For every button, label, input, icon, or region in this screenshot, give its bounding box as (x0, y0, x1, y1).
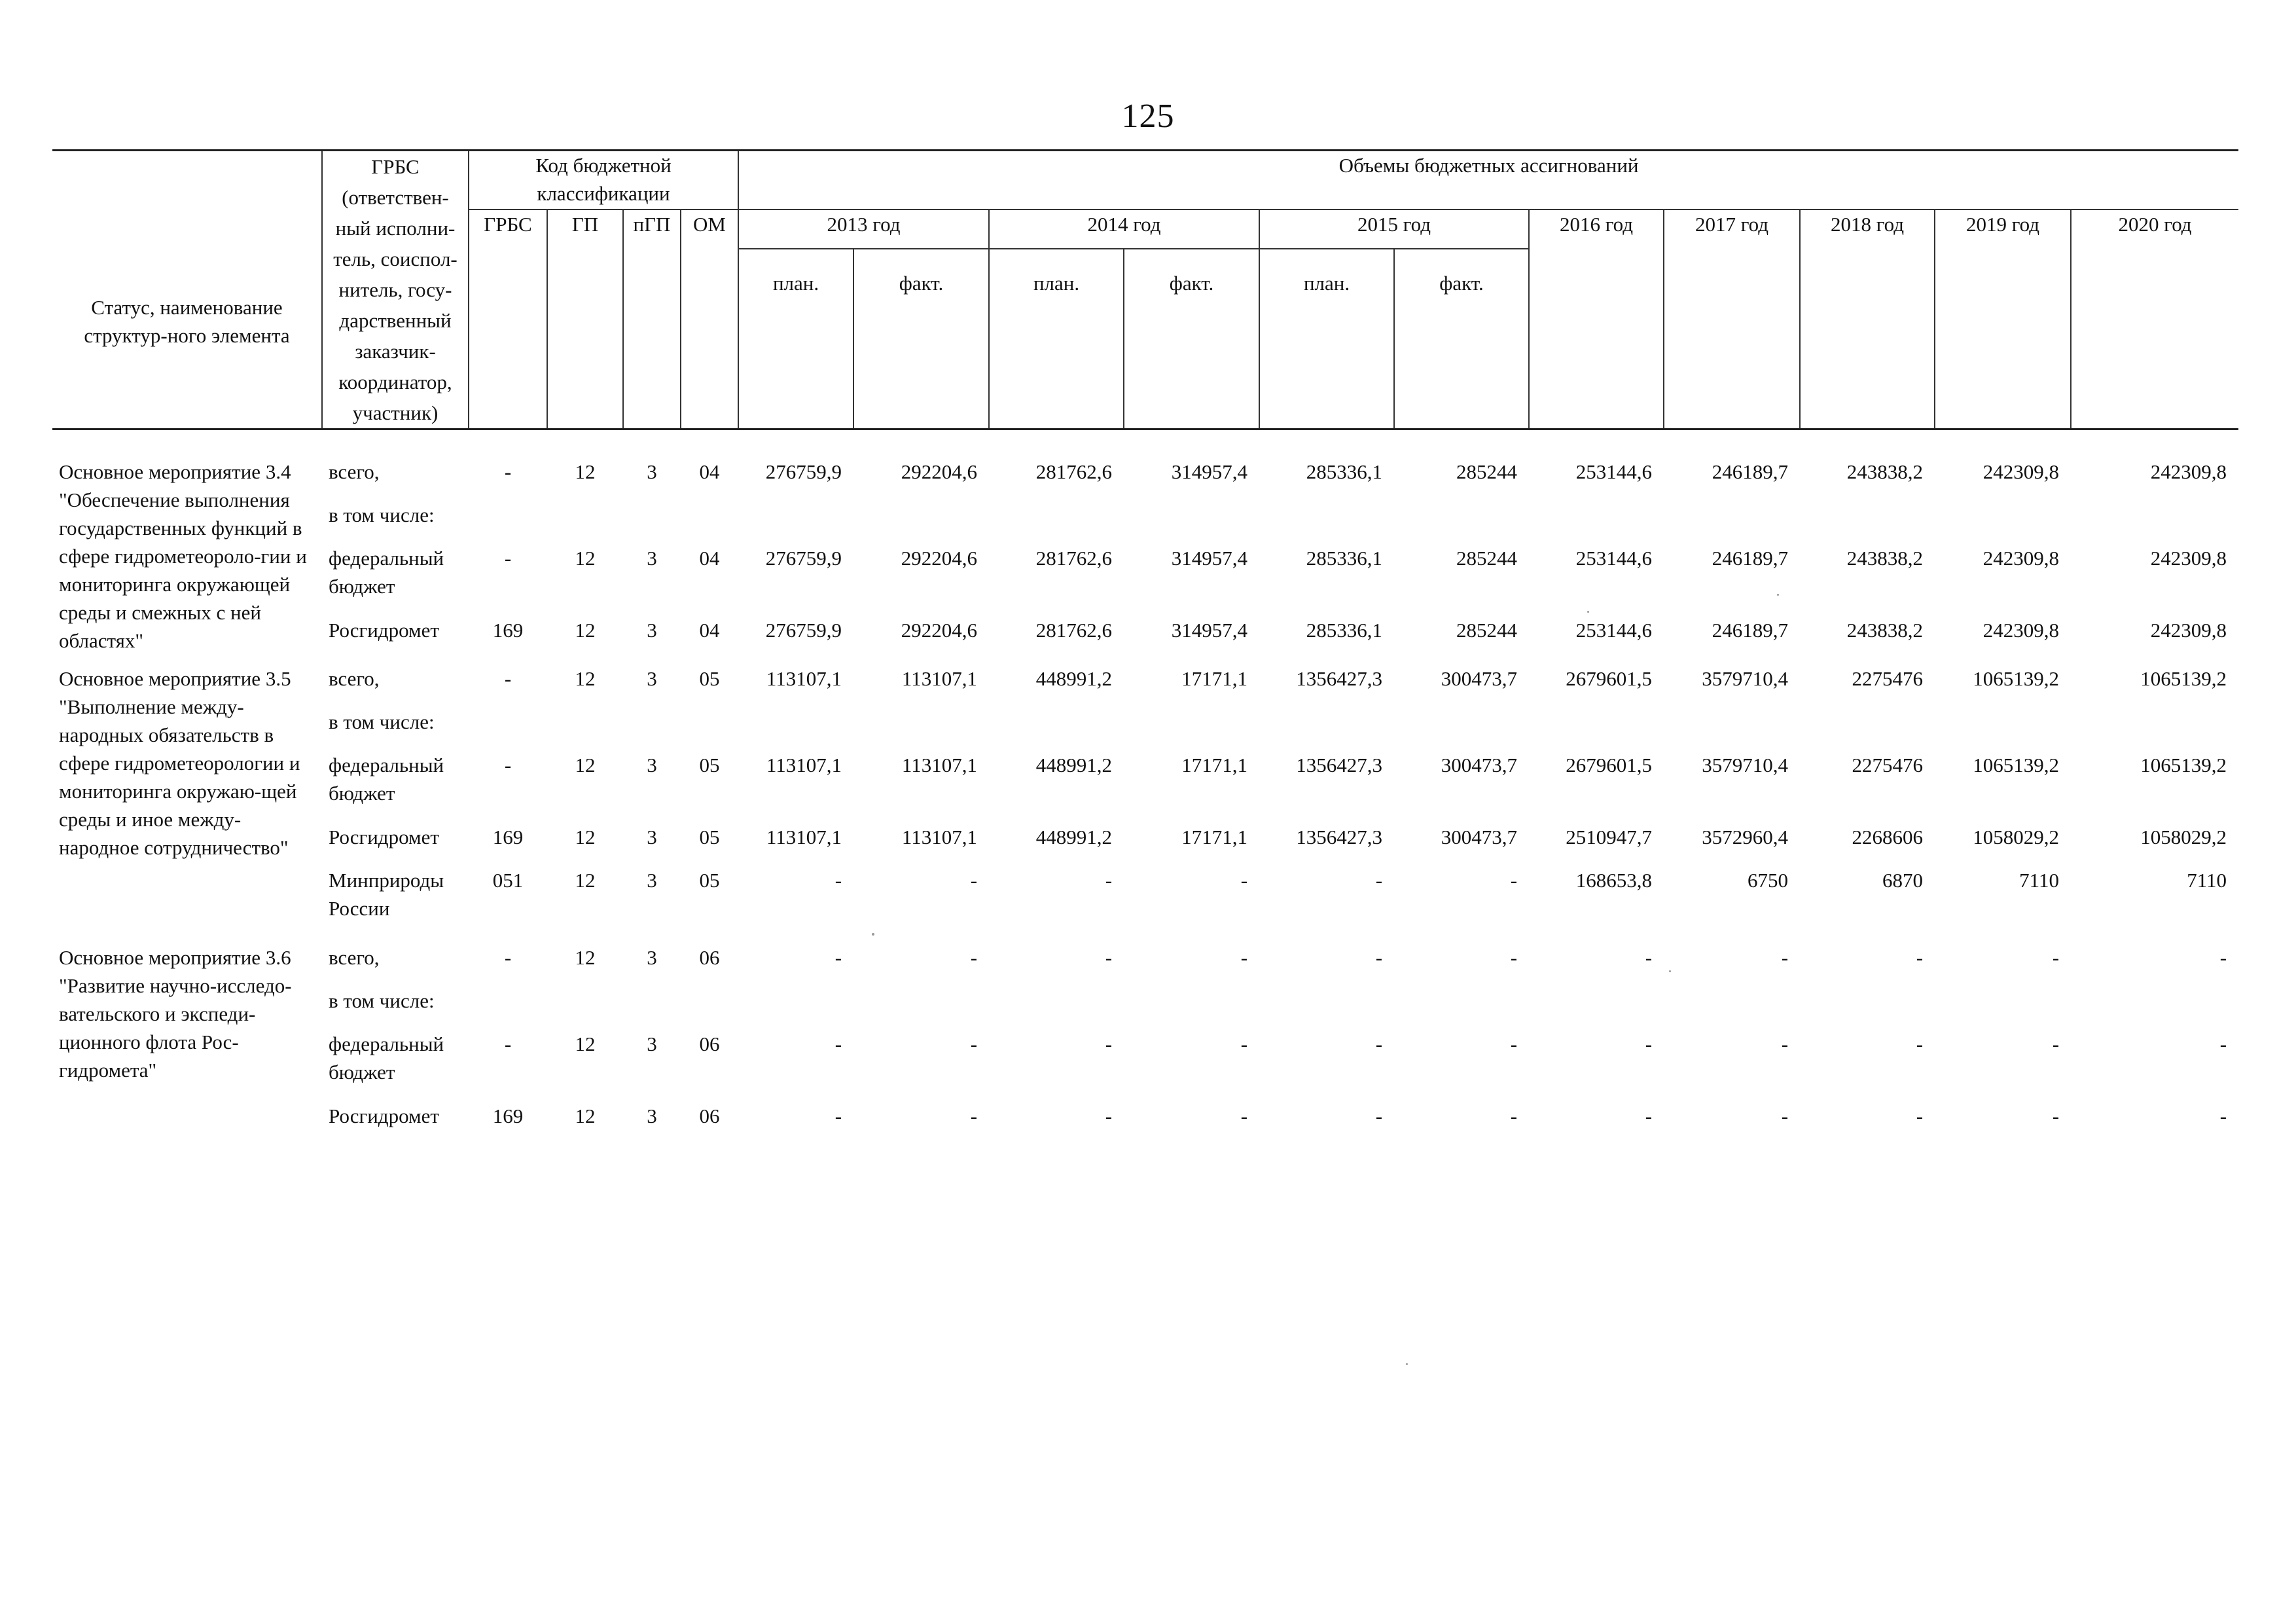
value-cell: - (1645, 946, 1653, 969)
value-cell: 281762,6 (1035, 619, 1113, 642)
value-cell: - (1375, 869, 1383, 892)
value-cell: 168653,8 (1575, 869, 1653, 892)
value-cell: - (1105, 946, 1113, 969)
grbs-code-cell: - (504, 946, 512, 969)
value-cell: - (2219, 946, 2227, 969)
code-group-header: Код бюджетной классификации (469, 151, 738, 210)
table-row (52, 1102, 2238, 1145)
pgp-code-cell: 3 (647, 547, 657, 570)
grbs-code-cell: 169 (492, 619, 524, 642)
year-2015-header: 2015 год (1259, 210, 1529, 249)
value-cell: - (1105, 1032, 1113, 1055)
om-code-cell: 04 (699, 619, 720, 642)
value-cell: 7110 (2187, 869, 2227, 892)
value-cell: - (1916, 946, 1924, 969)
value-cell: 2275476 (1852, 754, 1924, 776)
value-cell: - (2052, 1104, 2060, 1127)
value-cell: - (1781, 1032, 1789, 1055)
value-cell: - (834, 869, 842, 892)
plan-2015-header: план. (1259, 249, 1394, 428)
code-col-gp: ГП (547, 210, 623, 429)
code-col-om: ОМ (681, 210, 738, 429)
value-cell: 113107,1 (901, 826, 978, 848)
value-cell: 246189,7 (1712, 619, 1789, 642)
value-cell: 1058029,2 (1973, 826, 2060, 848)
value-cell: 285336,1 (1306, 460, 1383, 483)
scan-speck (1587, 611, 1589, 613)
gp-code-cell: 12 (575, 946, 596, 969)
value-cell: - (970, 869, 978, 892)
table-row (52, 987, 2238, 1030)
value-cell: 1356427,3 (1296, 667, 1383, 690)
status-cell: Основное мероприятие 3.6 "Развитие научно-исследо-вательского и экспеди-ционного флота Рос-гидромета" (59, 946, 292, 1082)
value-cell: - (1781, 946, 1789, 969)
category-cell: федеральный бюджет (329, 547, 444, 598)
table-row (52, 458, 2238, 501)
status-cell: Основное мероприятие 3.4 "Обеспечение выполнения государственных функций в сфере гидрометеороло-гии и мониторинга окружающей среды и смежных с ней областях" (59, 460, 307, 652)
value-cell: 285244 (1456, 547, 1518, 570)
year-2016-header: 2016 год (1529, 210, 1664, 429)
value-cell: - (1240, 946, 1248, 969)
value-cell: 314957,4 (1171, 460, 1248, 483)
value-cell: 314957,4 (1171, 619, 1248, 642)
value-cell: 17171,1 (1181, 754, 1248, 776)
year-2020-header: 2020 год (2118, 212, 2192, 236)
value-cell: - (2219, 1104, 2227, 1127)
om-code-cell: 05 (699, 754, 720, 776)
value-cell: - (970, 1032, 978, 1055)
grbs-code-cell: 051 (492, 869, 524, 892)
om-code-cell: 06 (699, 1104, 720, 1127)
table-row (52, 823, 2238, 866)
table-row (52, 665, 2238, 708)
value-cell: 253144,6 (1575, 547, 1653, 570)
pgp-code-cell: 3 (647, 946, 657, 969)
gp-code-cell: 12 (575, 826, 596, 848)
value-cell: 1065139,2 (2140, 667, 2227, 690)
gp-code-cell: 12 (575, 1032, 596, 1055)
value-cell: 281762,6 (1035, 460, 1113, 483)
value-cell: 448991,2 (1035, 826, 1113, 848)
value-cell: - (1510, 946, 1518, 969)
value-cell: 285336,1 (1306, 619, 1383, 642)
pgp-code-cell: 3 (647, 754, 657, 776)
value-cell: 242309,8 (1982, 547, 2060, 570)
year-2013-header: 2013 год (738, 210, 989, 249)
value-cell: 113107,1 (901, 754, 978, 776)
value-cell: - (1510, 869, 1518, 892)
scan-speck (1406, 1363, 1408, 1365)
om-code-cell: 05 (699, 826, 720, 848)
value-cell: 276759,9 (765, 547, 842, 570)
category-cell: Росгидромет (329, 1104, 439, 1127)
gp-code-cell: 12 (575, 869, 596, 892)
volumes-group-header: Объемы бюджетных ассигнований (738, 151, 2238, 210)
grbs-code-cell: - (504, 547, 512, 570)
gp-code-cell: 12 (575, 754, 596, 776)
value-cell: - (834, 1104, 842, 1127)
gp-code-cell: 12 (575, 1104, 596, 1127)
value-cell: - (1240, 1032, 1248, 1055)
category-cell: в том числе: (329, 503, 435, 526)
pgp-code-cell: 3 (647, 1104, 657, 1127)
value-cell: 1065139,2 (1973, 667, 2060, 690)
table-row (52, 751, 2238, 823)
status-cell: Основное мероприятие 3.5 "Выполнение между-народных обязательств в сфере гидрометеорологии и мониторинга окружаю-щей среды и иное между-народное сотрудничество" (59, 667, 300, 859)
om-code-cell: 06 (699, 1032, 720, 1055)
plan-2013-header: план. (738, 249, 853, 428)
table-row (52, 616, 2238, 659)
value-cell: 253144,6 (1575, 619, 1653, 642)
empty-cell (469, 501, 2238, 544)
grbs-role-col-header: ГРБС (ответствен-ный исполни-тель, соиспол-нитель, госу-дарственный заказчик-координатор, участник) (322, 151, 469, 429)
category-cell: в том числе: (329, 710, 435, 733)
value-cell: 246189,7 (1712, 460, 1789, 483)
budget-table (52, 149, 2238, 1145)
pgp-code-cell: 3 (647, 460, 657, 483)
table-row (52, 866, 2238, 938)
table-row (52, 708, 2238, 751)
value-cell: 246189,7 (1712, 547, 1789, 570)
plan-2014-header: план. (989, 249, 1124, 428)
om-code-cell: 04 (699, 460, 720, 483)
value-cell: 285336,1 (1306, 547, 1383, 570)
gp-code-cell: 12 (575, 619, 596, 642)
value-cell: - (834, 1032, 842, 1055)
value-cell: - (2219, 1032, 2227, 1055)
value-cell: 448991,2 (1035, 754, 1113, 776)
value-cell: 2275476 (1852, 667, 1924, 690)
category-cell: федеральный бюджет (329, 1032, 444, 1084)
grbs-code-cell: - (504, 754, 512, 776)
value-cell: 300473,7 (1441, 826, 1518, 848)
pgp-code-cell: 3 (647, 1032, 657, 1055)
om-code-cell: 05 (699, 667, 720, 690)
category-cell: всего, (329, 946, 380, 969)
value-cell: - (1375, 1032, 1383, 1055)
value-cell: - (1240, 869, 1248, 892)
gp-code-cell: 12 (575, 667, 596, 690)
gp-code-cell: 12 (575, 547, 596, 570)
grbs-code-cell: 169 (492, 1104, 524, 1127)
empty-cell (469, 987, 2238, 1030)
fact-2013-header: факт. (853, 249, 989, 428)
om-code-cell: 05 (699, 869, 720, 892)
category-cell: всего, (329, 667, 380, 690)
fact-2015-header: факт. (1394, 249, 1529, 428)
value-cell: 242309,8 (2150, 619, 2227, 642)
value-cell: 3579710,4 (1702, 754, 1789, 776)
pgp-code-cell: 3 (647, 667, 657, 690)
block-gap (52, 938, 2238, 943)
value-cell: 285244 (1456, 619, 1518, 642)
value-cell: 2679601,5 (1566, 667, 1653, 690)
value-cell: - (2052, 946, 2060, 969)
value-cell: - (1375, 1104, 1383, 1127)
value-cell: 314957,4 (1171, 547, 1248, 570)
value-cell: 300473,7 (1441, 667, 1518, 690)
year-2018-header: 2018 год (1800, 210, 1935, 429)
year-2014-header: 2014 год (989, 210, 1259, 249)
value-cell: 292204,6 (901, 547, 978, 570)
category-cell: Росгидромет (329, 826, 439, 848)
value-cell: 242309,8 (2150, 460, 2227, 483)
value-cell: 1356427,3 (1296, 826, 1383, 848)
value-cell: 242309,8 (2150, 547, 2227, 570)
grbs-code-cell: - (504, 1032, 512, 1055)
grbs-code-cell: 169 (492, 826, 524, 848)
value-cell: - (970, 946, 978, 969)
value-cell: 113107,1 (766, 826, 842, 848)
value-cell: - (834, 946, 842, 969)
code-col-grbs: ГРБС (469, 210, 547, 429)
category-cell: всего, (329, 460, 380, 483)
scan-speck (872, 933, 874, 936)
category-cell: Минприроды России (329, 869, 444, 920)
value-cell: 1058029,2 (2140, 826, 2227, 848)
table-row (52, 501, 2238, 544)
value-cell: 113107,1 (766, 667, 842, 690)
grbs-code-cell: - (504, 667, 512, 690)
value-cell: - (1781, 1104, 1789, 1127)
value-cell: - (1510, 1032, 1518, 1055)
block-gap (52, 659, 2238, 665)
value-cell: 1065139,2 (2140, 754, 2227, 776)
value-cell: 1065139,2 (1973, 754, 2060, 776)
value-cell: 253144,6 (1575, 460, 1653, 483)
value-cell: - (970, 1104, 978, 1127)
om-code-cell: 04 (699, 547, 720, 570)
value-cell: - (1645, 1032, 1653, 1055)
value-cell: 17171,1 (1181, 667, 1248, 690)
value-cell: 242309,8 (1982, 460, 2060, 483)
fact-2014-header: факт. (1124, 249, 1259, 428)
value-cell: 243838,2 (1846, 547, 1924, 570)
value-cell: 276759,9 (765, 460, 842, 483)
value-cell: 6750 (1748, 869, 1789, 892)
pgp-code-cell: 3 (647, 869, 657, 892)
grbs-code-cell: - (504, 460, 512, 483)
value-cell: 292204,6 (901, 619, 978, 642)
table-row (52, 1030, 2238, 1102)
value-cell: 3572960,4 (1702, 826, 1789, 848)
value-cell: - (1510, 1104, 1518, 1127)
value-cell: 292204,6 (901, 460, 978, 483)
value-cell: 242309,8 (1982, 619, 2060, 642)
pgp-code-cell: 3 (647, 826, 657, 848)
value-cell: 113107,1 (766, 754, 842, 776)
table-row (52, 943, 2238, 987)
value-cell: 7110 (2019, 869, 2060, 892)
om-code-cell: 06 (699, 946, 720, 969)
value-cell: 448991,2 (1035, 667, 1113, 690)
page-number: 125 (1121, 98, 1175, 135)
scan-speck (1777, 594, 1779, 596)
value-cell: - (1916, 1032, 1924, 1055)
value-cell: 281762,6 (1035, 547, 1113, 570)
value-cell: - (1645, 1104, 1653, 1127)
value-cell: 2679601,5 (1566, 754, 1653, 776)
value-cell: 1356427,3 (1296, 754, 1383, 776)
category-cell: Росгидромет (329, 619, 439, 642)
value-cell: - (1375, 946, 1383, 969)
pgp-code-cell: 3 (647, 619, 657, 642)
value-cell: 2510947,7 (1566, 826, 1653, 848)
value-cell: - (1240, 1104, 1248, 1127)
table-body (52, 458, 2238, 1145)
value-cell: - (1105, 869, 1113, 892)
value-cell: 276759,9 (765, 619, 842, 642)
category-cell: федеральный бюджет (329, 754, 444, 805)
scan-speck (1669, 970, 1671, 972)
gp-code-cell: 12 (575, 460, 596, 483)
empty-cell (469, 708, 2238, 751)
value-cell: 17171,1 (1181, 826, 1248, 848)
value-cell: 2268606 (1852, 826, 1924, 848)
value-cell: 243838,2 (1846, 619, 1924, 642)
value-cell: 6870 (1882, 869, 1924, 892)
year-2017-header: 2017 год (1664, 210, 1800, 429)
value-cell: 3579710,4 (1702, 667, 1789, 690)
value-cell: 243838,2 (1846, 460, 1924, 483)
value-cell: - (1105, 1104, 1113, 1127)
year-2019-header: 2019 год (1935, 210, 2071, 429)
status-col-header: Статус, наименование структур-ного элемента (52, 151, 322, 429)
code-col-pgp: пГП (623, 210, 681, 429)
value-cell: - (1916, 1104, 1924, 1127)
category-cell: в том числе: (329, 989, 435, 1012)
value-cell: 113107,1 (901, 667, 978, 690)
value-cell: 300473,7 (1441, 754, 1518, 776)
value-cell: - (2052, 1032, 2060, 1055)
table-row (52, 544, 2238, 616)
value-cell: 285244 (1456, 460, 1518, 483)
